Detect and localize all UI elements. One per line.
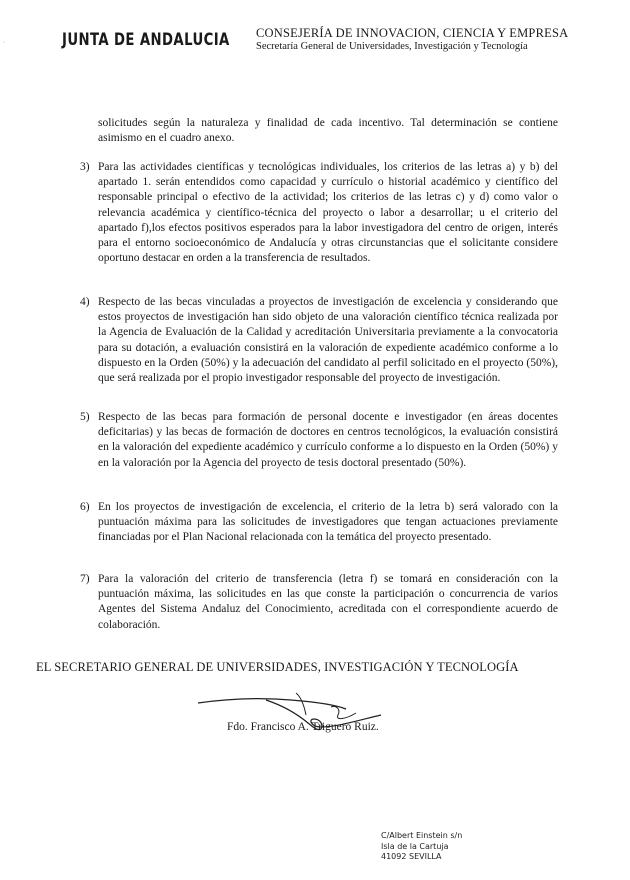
address-block [381, 831, 462, 863]
item-text: Para las actividades científicas y tecnológicas individuales, los criterios de las letras a) y b) del apartado 1. serán entendidos como capacidad y currículo o historial académico y científico del responsable principal o efectivo de la actividad; los criterios de las letras c) y d) como valor o relevancia académica y científico-técnica del proyecto o labor a desarrollar; u el criterio del apartado f),los efectos positivos esperados para la labor investigadora del centro de origen, interés para el entorno socioeconómico de Andalucía y otras circunstancias que el solicitante considere oportuno destacar en orden a la transferencia de resultados. [98, 161, 558, 265]
closing-title: EL SECRETARIO GENERAL DE UNIVERSIDADES, INVESTIGACIÓN Y TECNOLOGÍA [36, 660, 519, 674]
item-number: 6) [80, 501, 90, 513]
continuation-paragraph: solicitudes según la naturaleza y finalidad de cada incentivo. Tal determinación se contiene asimismo en el cuadro anexo. [98, 117, 558, 145]
list-item-6 [80, 500, 558, 546]
address-line: Isla de la Cartuja [381, 841, 449, 851]
secretariat-name: Secretaría General de Universidades, Investigación y Tecnología [256, 41, 528, 52]
item-text: Respecto de las becas vinculadas a proyectos de investigación de excelencia y considerando que estos proyectos de investigación han sido objeto de una valoración científico técnica realizada por la Agencia de Evaluación de la Calidad y acreditación Universitaria previamente a la convocatoria para su dotación, a evaluación consistirá en la valoración de expediente académico conforme a lo dispuesto en la Orden (50%) y la adecuación del candidato al perfil solicitado en el proyecto (50%), que será realizada por el propio investigador responsable del proyecto de investigación. [98, 296, 558, 385]
item-text: Para la valoración del criterio de transferencia (letra f) se tomará en consideración con la puntuación máxima, las solicitudes en las que conste la participación o concurrencia de varios Agentes del Sistema Andaluz del Conocimiento, acreditada con el correspondiente acuerdo de colaboración. [98, 573, 558, 631]
margin-mark: · [3, 40, 5, 46]
item-number: 5) [80, 411, 90, 423]
item-text: Respecto de las becas para formación de personal docente e investigador (en áreas docentes deficitarias) y las becas de formación de doctores en centros tecnológicos, la evaluación consistirá en la valoración del expediente académico y currículo conforme a lo dispuesto en la Orden (50%) y en la valoración por la Agencia del proyecto de tesis doctoral presentado (50%). [98, 411, 558, 469]
ministry-name: CONSEJERÍA DE INNOVACION, CIENCIA Y EMPRESA [256, 26, 569, 40]
item-number: 3) [80, 161, 90, 173]
list-item-4 [80, 295, 558, 386]
item-text: En los proyectos de investigación de excelencia, el criterio de la letra b) será valorado con la puntuación máxima para las solicitudes de investigadores que tengan actuaciones previamente financiadas por el Plan Nacional relacionada con la temática del proyecto presentado. [98, 501, 558, 544]
list-item-5 [80, 410, 558, 471]
junta-logo: JUNTA DE ANDALUCIA [62, 30, 230, 50]
address-line: C/Albert Einstein s/n [381, 831, 463, 840]
list-item-3 [80, 160, 558, 266]
list-item-7 [80, 572, 558, 633]
signatory-name: Fdo. Francisco A. Triguero Ruiz. [227, 721, 379, 733]
item-number: 7) [80, 573, 90, 585]
item-number: 4) [80, 296, 90, 308]
address-line: 41092 SEVILLA [381, 852, 442, 861]
